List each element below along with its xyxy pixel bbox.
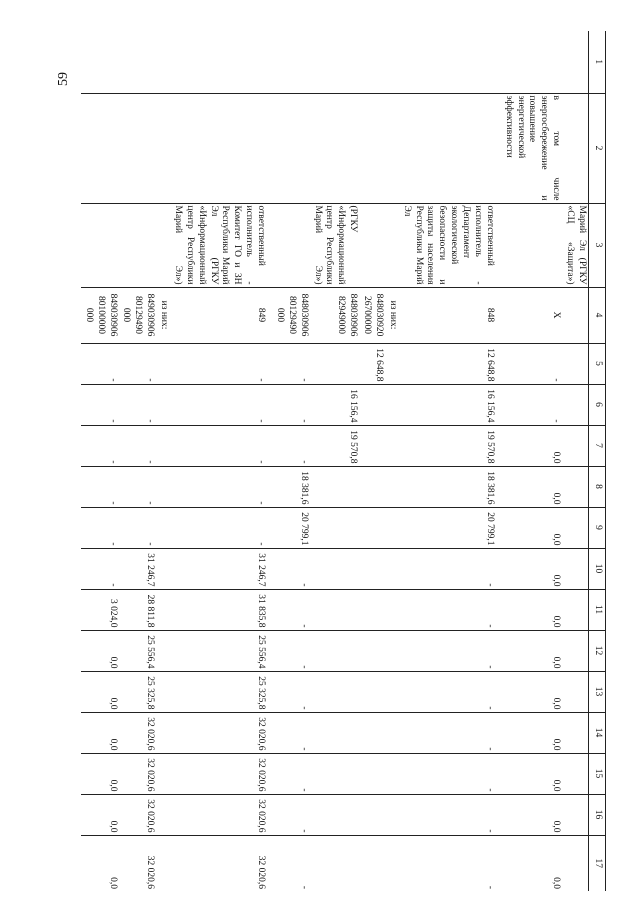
table-row bbox=[399, 31, 501, 891]
table-cell-r1-c4: Х bbox=[501, 287, 562, 343]
table-cell-r2-c9: 20 799,1 bbox=[399, 507, 501, 548]
table-cell-r6-c6: - bbox=[272, 384, 310, 425]
table-cell-r8-c9 bbox=[156, 507, 170, 548]
table-row bbox=[119, 31, 157, 891]
table-cell-r7-c15: 32 020,6 bbox=[170, 753, 272, 794]
table-cell-r10-c4: 849030906 80100000 000 bbox=[81, 287, 119, 343]
table-cell-r0-c7 bbox=[562, 425, 588, 466]
table-cell-r10-c5: - bbox=[81, 343, 119, 384]
table-cell-r10-c1 bbox=[81, 31, 119, 93]
table-cell-r4-c6 bbox=[359, 384, 385, 425]
table-cell-r0-c14 bbox=[562, 712, 588, 753]
table-cell-r8-c8 bbox=[156, 466, 170, 507]
table-cell-r10-c3 bbox=[81, 203, 119, 287]
table-cell-r7-c2 bbox=[170, 93, 272, 203]
table-cell-r4-c7 bbox=[359, 425, 385, 466]
table-cell-r3-c12 bbox=[385, 630, 399, 671]
table-cell-r7-c16: 32 020,6 bbox=[170, 794, 272, 835]
table-cell-r3-c6 bbox=[385, 384, 399, 425]
table-cell-r3-c13 bbox=[385, 671, 399, 712]
table-cell-r9-c11: 28 811,8 bbox=[119, 589, 157, 630]
table-cell-r0-c16 bbox=[562, 794, 588, 835]
column-header-2: 2 bbox=[589, 93, 606, 203]
table-cell-r4-c8 bbox=[359, 466, 385, 507]
table-cell-r6-c11: - bbox=[272, 589, 310, 630]
table-cell-r10-c2 bbox=[81, 93, 119, 203]
table-cell-r0-c15 bbox=[562, 753, 588, 794]
table-cell-r1-c13: 0,0 bbox=[501, 671, 562, 712]
table-cell-r2-c10: - bbox=[399, 548, 501, 589]
column-header-8: 8 bbox=[589, 466, 606, 507]
table-cell-r3-c17 bbox=[385, 835, 399, 891]
table-cell-r10-c16: 0,0 bbox=[81, 794, 119, 835]
table-cell-r3-c1 bbox=[385, 31, 399, 93]
table-cell-r7-c9: - bbox=[170, 507, 272, 548]
table-cell-r3-c11 bbox=[385, 589, 399, 630]
table-cell-r1-c6: - bbox=[501, 384, 562, 425]
budget-table bbox=[81, 31, 606, 891]
table-cell-r7-c6: - bbox=[170, 384, 272, 425]
table-cell-r7-c3: ответственный исполнитель - Комитет ГО и ЗН Республики Марий Эл (РГКУ «Информационный центр Республики Марий Эл») bbox=[170, 203, 272, 287]
table-cell-r6-c13: - bbox=[272, 671, 310, 712]
table-cell-r0-c12 bbox=[562, 630, 588, 671]
table-cell-r5-c3: (РГКУ «Информационный центр Республики Марий Эл») bbox=[310, 203, 360, 287]
table-cell-r9-c14: 32 020,6 bbox=[119, 712, 157, 753]
table-cell-r0-c3: Марий Эл (РГКУ «СЦ «Защита») bbox=[562, 203, 588, 287]
table-cell-r9-c6: - bbox=[119, 384, 157, 425]
table-cell-r5-c14 bbox=[310, 712, 360, 753]
table-cell-r0-c5 bbox=[562, 343, 588, 384]
table-cell-r9-c17: 32 020,6 bbox=[119, 835, 157, 891]
table-cell-r1-c17: 0,0 bbox=[501, 835, 562, 891]
table-row bbox=[310, 31, 360, 891]
table-cell-r2-c14: - bbox=[399, 712, 501, 753]
table-cell-r10-c7: - bbox=[81, 425, 119, 466]
table-cell-r9-c16: 32 020,6 bbox=[119, 794, 157, 835]
table-cell-r2-c6: 16 156,4 bbox=[399, 384, 501, 425]
table-cell-r2-c1 bbox=[399, 31, 501, 93]
column-header-9: 9 bbox=[589, 507, 606, 548]
table-row bbox=[81, 31, 119, 891]
table-cell-r5-c5 bbox=[310, 343, 360, 384]
table-cell-r1-c7: 0,0 bbox=[501, 425, 562, 466]
table-cell-r8-c5 bbox=[156, 343, 170, 384]
table-cell-r5-c16 bbox=[310, 794, 360, 835]
table-cell-r5-c4: 848030906 82949000 bbox=[310, 287, 360, 343]
table-cell-r9-c2 bbox=[119, 93, 157, 203]
table-cell-r4-c17 bbox=[359, 835, 385, 891]
table-cell-r2-c5: 12 648,8 bbox=[399, 343, 501, 384]
table-cell-r3-c4: из них: bbox=[385, 287, 399, 343]
table-row bbox=[156, 31, 170, 891]
table-cell-r10-c12: 0,0 bbox=[81, 630, 119, 671]
table-cell-r3-c3 bbox=[385, 203, 399, 287]
table-cell-r3-c5 bbox=[385, 343, 399, 384]
table-cell-r3-c16 bbox=[385, 794, 399, 835]
table-cell-r8-c16 bbox=[156, 794, 170, 835]
table-cell-r8-c6 bbox=[156, 384, 170, 425]
table-cell-r4-c2 bbox=[359, 93, 385, 203]
table-cell-r4-c10 bbox=[359, 548, 385, 589]
table-cell-r1-c12: 0,0 bbox=[501, 630, 562, 671]
table-cell-r10-c8: - bbox=[81, 466, 119, 507]
table-cell-r0-c6 bbox=[562, 384, 588, 425]
table-cell-r0-c11 bbox=[562, 589, 588, 630]
table-cell-r5-c15 bbox=[310, 753, 360, 794]
table-cell-r3-c15 bbox=[385, 753, 399, 794]
table-cell-r10-c13: 0,0 bbox=[81, 671, 119, 712]
table-cell-r1-c2: в том числе энергосбережение и повышение энергетической эффективности bbox=[501, 93, 562, 203]
table-cell-r7-c5: - bbox=[170, 343, 272, 384]
column-header-16: 16 bbox=[589, 794, 606, 835]
table-cell-r0-c10 bbox=[562, 548, 588, 589]
table-cell-r9-c4: 849030906 80129490 000 bbox=[119, 287, 157, 343]
table-cell-r4-c9 bbox=[359, 507, 385, 548]
table-cell-r8-c2 bbox=[156, 93, 170, 203]
column-header-17: 17 bbox=[589, 835, 606, 891]
table-cell-r6-c17: - bbox=[272, 835, 310, 891]
table-cell-r8-c1 bbox=[156, 31, 170, 93]
table-cell-r9-c5: - bbox=[119, 343, 157, 384]
table-row bbox=[359, 31, 385, 891]
table-cell-r8-c3 bbox=[156, 203, 170, 287]
table-cell-r6-c16: - bbox=[272, 794, 310, 835]
table-cell-r0-c17 bbox=[562, 835, 588, 891]
column-header-15: 15 bbox=[589, 753, 606, 794]
table-cell-r1-c9: 0,0 bbox=[501, 507, 562, 548]
table-cell-r4-c15 bbox=[359, 753, 385, 794]
table-cell-r6-c8: 18 381,6 bbox=[272, 466, 310, 507]
table-cell-r5-c10 bbox=[310, 548, 360, 589]
table-cell-r5-c8 bbox=[310, 466, 360, 507]
table-row bbox=[562, 31, 588, 891]
table-cell-r5-c9 bbox=[310, 507, 360, 548]
table-cell-r0-c13 bbox=[562, 671, 588, 712]
table-cell-r5-c17 bbox=[310, 835, 360, 891]
table-cell-r8-c13 bbox=[156, 671, 170, 712]
column-header-3: 3 bbox=[589, 203, 606, 287]
table-cell-r8-c11 bbox=[156, 589, 170, 630]
table-cell-r6-c10: - bbox=[272, 548, 310, 589]
table-cell-r5-c13 bbox=[310, 671, 360, 712]
column-header-6: 6 bbox=[589, 384, 606, 425]
table-cell-r8-c14 bbox=[156, 712, 170, 753]
table-cell-r3-c14 bbox=[385, 712, 399, 753]
table-cell-r6-c7: - bbox=[272, 425, 310, 466]
table-cell-r1-c8: 0,0 bbox=[501, 466, 562, 507]
table-cell-r6-c2 bbox=[272, 93, 310, 203]
table-cell-r8-c12 bbox=[156, 630, 170, 671]
table-cell-r1-c5: - bbox=[501, 343, 562, 384]
column-header-13: 13 bbox=[589, 671, 606, 712]
column-header-5: 5 bbox=[589, 343, 606, 384]
table-cell-r1-c1 bbox=[501, 31, 562, 93]
table-cell-r0-c4 bbox=[562, 287, 588, 343]
table-cell-r5-c1 bbox=[310, 31, 360, 93]
table-cell-r2-c3: ответственный исполнитель - Департамент экологической безопасности и защиты населения Республики Марий Эл bbox=[399, 203, 501, 287]
table-cell-r8-c4: из них: bbox=[156, 287, 170, 343]
table-cell-r3-c9 bbox=[385, 507, 399, 548]
table-cell-r9-c8: - bbox=[119, 466, 157, 507]
table-cell-r6-c3 bbox=[272, 203, 310, 287]
table-cell-r5-c11 bbox=[310, 589, 360, 630]
page-number: 59 bbox=[56, 72, 71, 86]
table-cell-r2-c12: - bbox=[399, 630, 501, 671]
table-row bbox=[501, 31, 562, 891]
table-cell-r4-c3 bbox=[359, 203, 385, 287]
table-cell-r10-c9: - bbox=[81, 507, 119, 548]
table-cell-r7-c10: 31 246,7 bbox=[170, 548, 272, 589]
table-cell-r9-c7: - bbox=[119, 425, 157, 466]
table-cell-r9-c9: - bbox=[119, 507, 157, 548]
table-cell-r9-c3 bbox=[119, 203, 157, 287]
table-cell-r3-c7 bbox=[385, 425, 399, 466]
table-cell-r4-c12 bbox=[359, 630, 385, 671]
table-cell-r8-c7 bbox=[156, 425, 170, 466]
table-cell-r8-c17 bbox=[156, 835, 170, 891]
column-header-1: 1 bbox=[589, 31, 606, 93]
table-cell-r5-c12 bbox=[310, 630, 360, 671]
table-cell-r2-c15: - bbox=[399, 753, 501, 794]
table-cell-r2-c17: - bbox=[399, 835, 501, 891]
table-cell-r3-c10 bbox=[385, 548, 399, 589]
table-cell-r6-c4: 848030906 80129490 000 bbox=[272, 287, 310, 343]
table-cell-r5-c2 bbox=[310, 93, 360, 203]
table-cell-r1-c10: 0,0 bbox=[501, 548, 562, 589]
table-cell-r7-c12: 25 556,4 bbox=[170, 630, 272, 671]
table-cell-r4-c5: 12 648,8 bbox=[359, 343, 385, 384]
table-cell-r5-c6: 16 156,4 bbox=[310, 384, 360, 425]
column-header-7: 7 bbox=[589, 425, 606, 466]
table-cell-r5-c7: 19 570,8 bbox=[310, 425, 360, 466]
table-cell-r6-c15: - bbox=[272, 753, 310, 794]
table-cell-r4-c4: 848030920 26700000 bbox=[359, 287, 385, 343]
table-cell-r4-c16 bbox=[359, 794, 385, 835]
table-row bbox=[272, 31, 310, 891]
table-cell-r10-c11: 3 024,0 bbox=[81, 589, 119, 630]
table-cell-r9-c10: 31 246,7 bbox=[119, 548, 157, 589]
table-cell-r7-c1 bbox=[170, 31, 272, 93]
table-cell-r2-c13: - bbox=[399, 671, 501, 712]
table-cell-r7-c7: - bbox=[170, 425, 272, 466]
table-cell-r6-c9: 20 799,1 bbox=[272, 507, 310, 548]
table-cell-r1-c16: 0,0 bbox=[501, 794, 562, 835]
table-cell-r10-c14: 0,0 bbox=[81, 712, 119, 753]
table-cell-r10-c17: 0,0 bbox=[81, 835, 119, 891]
table-cell-r7-c8: - bbox=[170, 466, 272, 507]
table-cell-r7-c17: 32 020,6 bbox=[170, 835, 272, 891]
table-cell-r2-c7: 19 570,8 bbox=[399, 425, 501, 466]
table-cell-r2-c8: 18 381,6 bbox=[399, 466, 501, 507]
table-cell-r6-c1 bbox=[272, 31, 310, 93]
table-cell-r6-c5: - bbox=[272, 343, 310, 384]
column-header-12: 12 bbox=[589, 630, 606, 671]
table-cell-r7-c4: 849 bbox=[170, 287, 272, 343]
table-cell-r10-c6: - bbox=[81, 384, 119, 425]
table-cell-r6-c12: - bbox=[272, 630, 310, 671]
table-cell-r1-c3 bbox=[501, 203, 562, 287]
table-cell-r7-c11: 31 835,8 bbox=[170, 589, 272, 630]
table-cell-r8-c10 bbox=[156, 548, 170, 589]
header-row bbox=[589, 31, 606, 891]
table-cell-r10-c15: 0,0 bbox=[81, 753, 119, 794]
table-cell-r1-c14: 0,0 bbox=[501, 712, 562, 753]
table-cell-r8-c15 bbox=[156, 753, 170, 794]
table-cell-r9-c1 bbox=[119, 31, 157, 93]
table-cell-r6-c14: - bbox=[272, 712, 310, 753]
table-cell-r7-c14: 32 020,6 bbox=[170, 712, 272, 753]
table-cell-r4-c13 bbox=[359, 671, 385, 712]
table-cell-r4-c1 bbox=[359, 31, 385, 93]
table-cell-r1-c11: 0,0 bbox=[501, 589, 562, 630]
table-cell-r9-c12: 25 556,4 bbox=[119, 630, 157, 671]
table-cell-r2-c11: - bbox=[399, 589, 501, 630]
table-cell-r10-c10: - bbox=[81, 548, 119, 589]
table-cell-r1-c15: 0,0 bbox=[501, 753, 562, 794]
table-row bbox=[170, 31, 272, 891]
table-cell-r4-c11 bbox=[359, 589, 385, 630]
table-cell-r0-c2 bbox=[562, 93, 588, 203]
column-header-4: 4 bbox=[589, 287, 606, 343]
column-header-14: 14 bbox=[589, 712, 606, 753]
table-cell-r9-c15: 32 020,6 bbox=[119, 753, 157, 794]
table-cell-r2-c2 bbox=[399, 93, 501, 203]
table-cell-r3-c2 bbox=[385, 93, 399, 203]
table-cell-r0-c9 bbox=[562, 507, 588, 548]
table-cell-r2-c16: - bbox=[399, 794, 501, 835]
table-cell-r0-c1 bbox=[562, 31, 588, 93]
column-header-11: 11 bbox=[589, 589, 606, 630]
table-row bbox=[385, 31, 399, 891]
table-cell-r3-c8 bbox=[385, 466, 399, 507]
table-cell-r7-c13: 25 325,8 bbox=[170, 671, 272, 712]
rotated-table-container bbox=[83, 31, 606, 891]
table-cell-r4-c14 bbox=[359, 712, 385, 753]
table-cell-r0-c8 bbox=[562, 466, 588, 507]
table-cell-r2-c4: 848 bbox=[399, 287, 501, 343]
table-cell-r9-c13: 25 325,8 bbox=[119, 671, 157, 712]
column-header-10: 10 bbox=[589, 548, 606, 589]
